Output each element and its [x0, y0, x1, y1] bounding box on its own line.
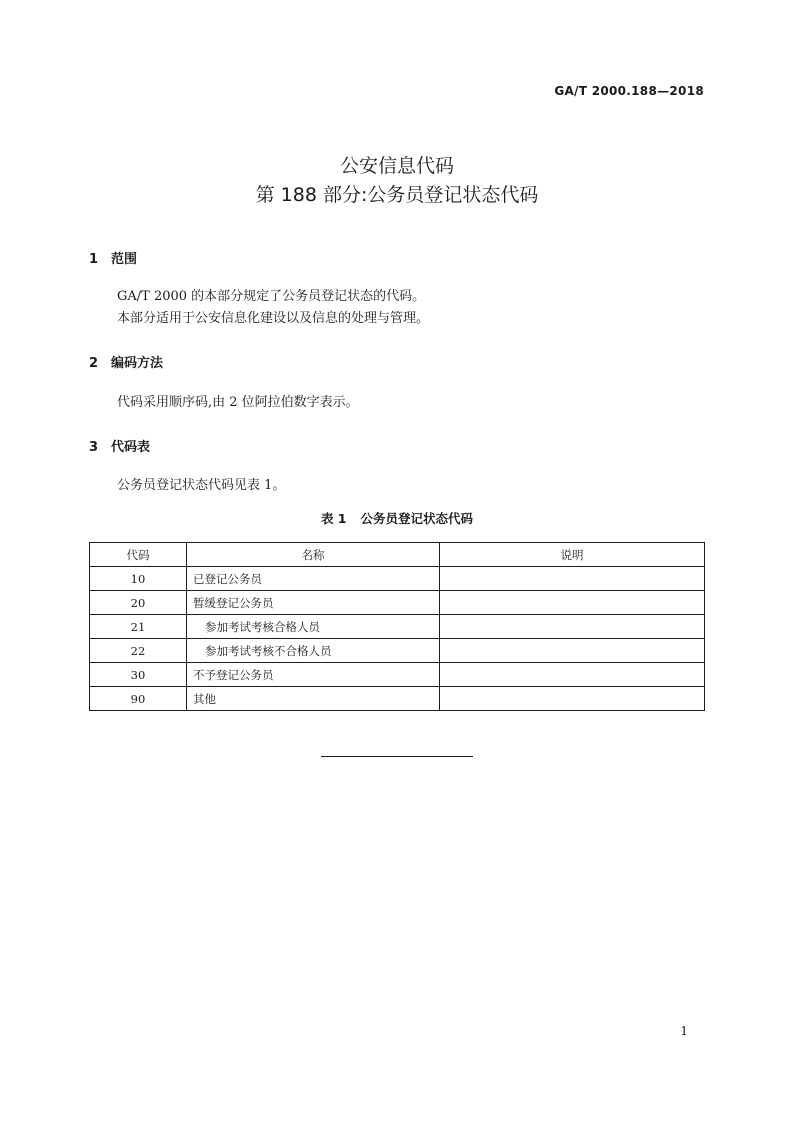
cell-note — [440, 615, 705, 639]
section-heading-coding-method — [89, 352, 163, 371]
cell-note — [440, 687, 705, 711]
status-code-table — [89, 542, 705, 711]
cell-code: 20 — [90, 591, 187, 615]
paragraph: 公务员登记状态代码见表 1。 — [117, 478, 286, 493]
standard-code: GA/T 2000.188—2018 — [554, 84, 704, 98]
cell-name: 暂缓登记公务员 — [187, 591, 440, 615]
column-header-name: 名称 — [187, 543, 440, 567]
section-body-code-table — [117, 475, 285, 497]
paragraph: 本部分适用于公安信息化建设以及信息的处理与管理。 — [117, 311, 430, 326]
section-heading-scope — [89, 248, 137, 267]
section-body-scope — [117, 286, 429, 330]
cell-code: 22 — [90, 639, 187, 663]
cell-name: 参加考试考核不合格人员 — [187, 639, 440, 663]
cell-code: 21 — [90, 615, 187, 639]
section-title: 范围 — [111, 252, 138, 267]
column-header-code: 代码 — [90, 543, 187, 567]
cell-note — [440, 591, 705, 615]
table-row — [90, 639, 705, 663]
table-row — [90, 591, 705, 615]
cell-name: 已登记公务员 — [187, 567, 440, 591]
table-row — [90, 615, 705, 639]
cell-note — [440, 663, 705, 687]
section-number: 2 — [89, 356, 99, 371]
title-line-2: 第 188 部分:公务员登记状态代码 — [255, 184, 539, 206]
cell-code: 30 — [90, 663, 187, 687]
section-number: 1 — [89, 252, 99, 267]
cell-note — [440, 567, 705, 591]
section-number: 3 — [89, 440, 99, 455]
table-row — [90, 663, 705, 687]
page-number: 1 — [680, 1024, 688, 1038]
cell-name: 其他 — [187, 687, 440, 711]
table-header-row — [90, 543, 705, 567]
section-body-coding-method — [117, 392, 359, 414]
title-line-1: 公安信息代码 — [339, 155, 454, 177]
table-row — [90, 687, 705, 711]
end-of-document-rule — [321, 756, 473, 757]
table-caption-title: 公务员登记状态代码 — [360, 511, 474, 526]
table-row — [90, 567, 705, 591]
paragraph: GA/T 2000 的本部分规定了公务员登记状态的代码。 — [117, 289, 426, 304]
cell-note — [440, 639, 705, 663]
table-caption-number: 表 1 — [320, 511, 347, 526]
cell-name: 不予登记公务员 — [187, 663, 440, 687]
cell-code: 10 — [90, 567, 187, 591]
document-title — [0, 152, 794, 210]
table-caption — [0, 509, 794, 527]
column-header-note: 说明 — [440, 543, 705, 567]
cell-name: 参加考试考核合格人员 — [187, 615, 440, 639]
cell-code: 90 — [90, 687, 187, 711]
section-title: 代码表 — [111, 440, 151, 455]
paragraph: 代码采用顺序码,由 2 位阿拉伯数字表示。 — [117, 395, 359, 410]
section-heading-code-table — [89, 436, 150, 455]
section-title: 编码方法 — [111, 356, 164, 371]
